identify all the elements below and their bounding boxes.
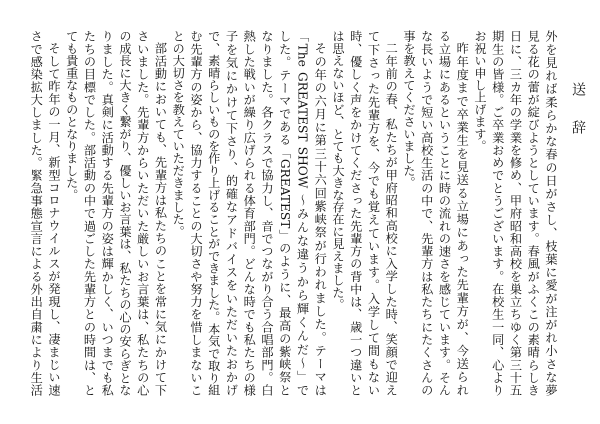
text-column: 時、優しく声をかけてくださった先輩方の背中は、歳一つ違いと bbox=[348, 30, 363, 396]
document-body bbox=[26, 30, 559, 396]
text-column: は思えないほど、とても大きな存在に見えました。 bbox=[331, 30, 345, 311]
text-column: りました。真剣に活動する先輩方の姿は輝かしく、いつまでも私 bbox=[100, 30, 115, 396]
text-column: の成長に大きく繋がり、優しいお言葉は、私たちの心の安らぎとな bbox=[118, 30, 132, 396]
text-column: さで感染拡大しました。緊急事態宣言による外出自粛により生活 bbox=[29, 30, 44, 396]
text-column: 日に、三カ年の学業を修め、甲府昭和高校を巣立ちゆく第三十五 bbox=[508, 30, 523, 396]
text-column: 部活動においても、先輩方は私たちのことを常に気にかけて下 bbox=[153, 42, 168, 396]
text-column: お祝い申し上げます。 bbox=[473, 30, 487, 152]
text-column: て下さった先輩方を、今でも覚えています。入学して間もない bbox=[366, 30, 381, 396]
text-column: む先輩方の姿から、協力することの大切さや努力を惜しまないこ bbox=[189, 30, 203, 396]
text-column: 二年前の春、私たちが甲府昭和高校に入学した時、笑顔で迎え bbox=[384, 42, 399, 396]
text-column: ても貴重なものとなりました。 bbox=[64, 30, 79, 201]
document-title: 送辞 bbox=[570, 82, 586, 158]
text-column: な長いようで短い高校生活の中で、先輩方は私たちにたくさんの bbox=[419, 30, 434, 396]
text-column: る立場にあるということに時の流れの速さを感じています。そん bbox=[437, 30, 452, 396]
text-column: その年の六月に第三十六回紫峡祭が行われました。テーマは bbox=[313, 42, 328, 396]
text-column: たちの目標でした。部活動の中で過ごした先輩方との時間は、と bbox=[82, 30, 97, 396]
text-column: 「The GREATEST SHOW ～みんな違うから輝くんだ～」で bbox=[295, 30, 310, 396]
text-column: で、素晴らしいものを作り上げることができました。本気で取り組 bbox=[206, 30, 221, 396]
text-column: 子を気にかけて下さり、的確なアドバイスをいただいたおかげ bbox=[224, 30, 239, 396]
text-column: した。テーマである「GREATEST」のように、最高の紫峡祭と bbox=[277, 30, 292, 396]
text-column: なりました。各クラスで協力し、音でつながり合う合唱部門。白 bbox=[260, 30, 274, 396]
text-column: さいました。先輩方からいただいた厳しいお言葉は、私たちの心 bbox=[135, 30, 150, 396]
text-column: 外を見れば柔らかな春の日がさし、枝葉に愛が注がれ小さな夢 bbox=[544, 30, 558, 396]
text-column: 熱した戦いが繰り広げられる体育部門。どんな時でも私たちの様 bbox=[242, 30, 257, 396]
text-column: 昨年度まで卒業生を見送る立場にあった先輩方が、今送られ bbox=[455, 42, 470, 396]
text-column: そして昨年の一月、新型コロナウイルスが発現し、凄まじい速 bbox=[47, 42, 61, 396]
text-column: 期生の皆様。ご卒業おめでとうございます。在校生一同、心より bbox=[490, 30, 505, 396]
text-column: との大切さを教えていただきました。 bbox=[171, 30, 186, 238]
text-column: 見る花の蕾が綻びようとしています。春風がふくこの素晴らしき bbox=[526, 30, 541, 396]
text-column: 事を教えてくださいました。 bbox=[402, 30, 416, 189]
